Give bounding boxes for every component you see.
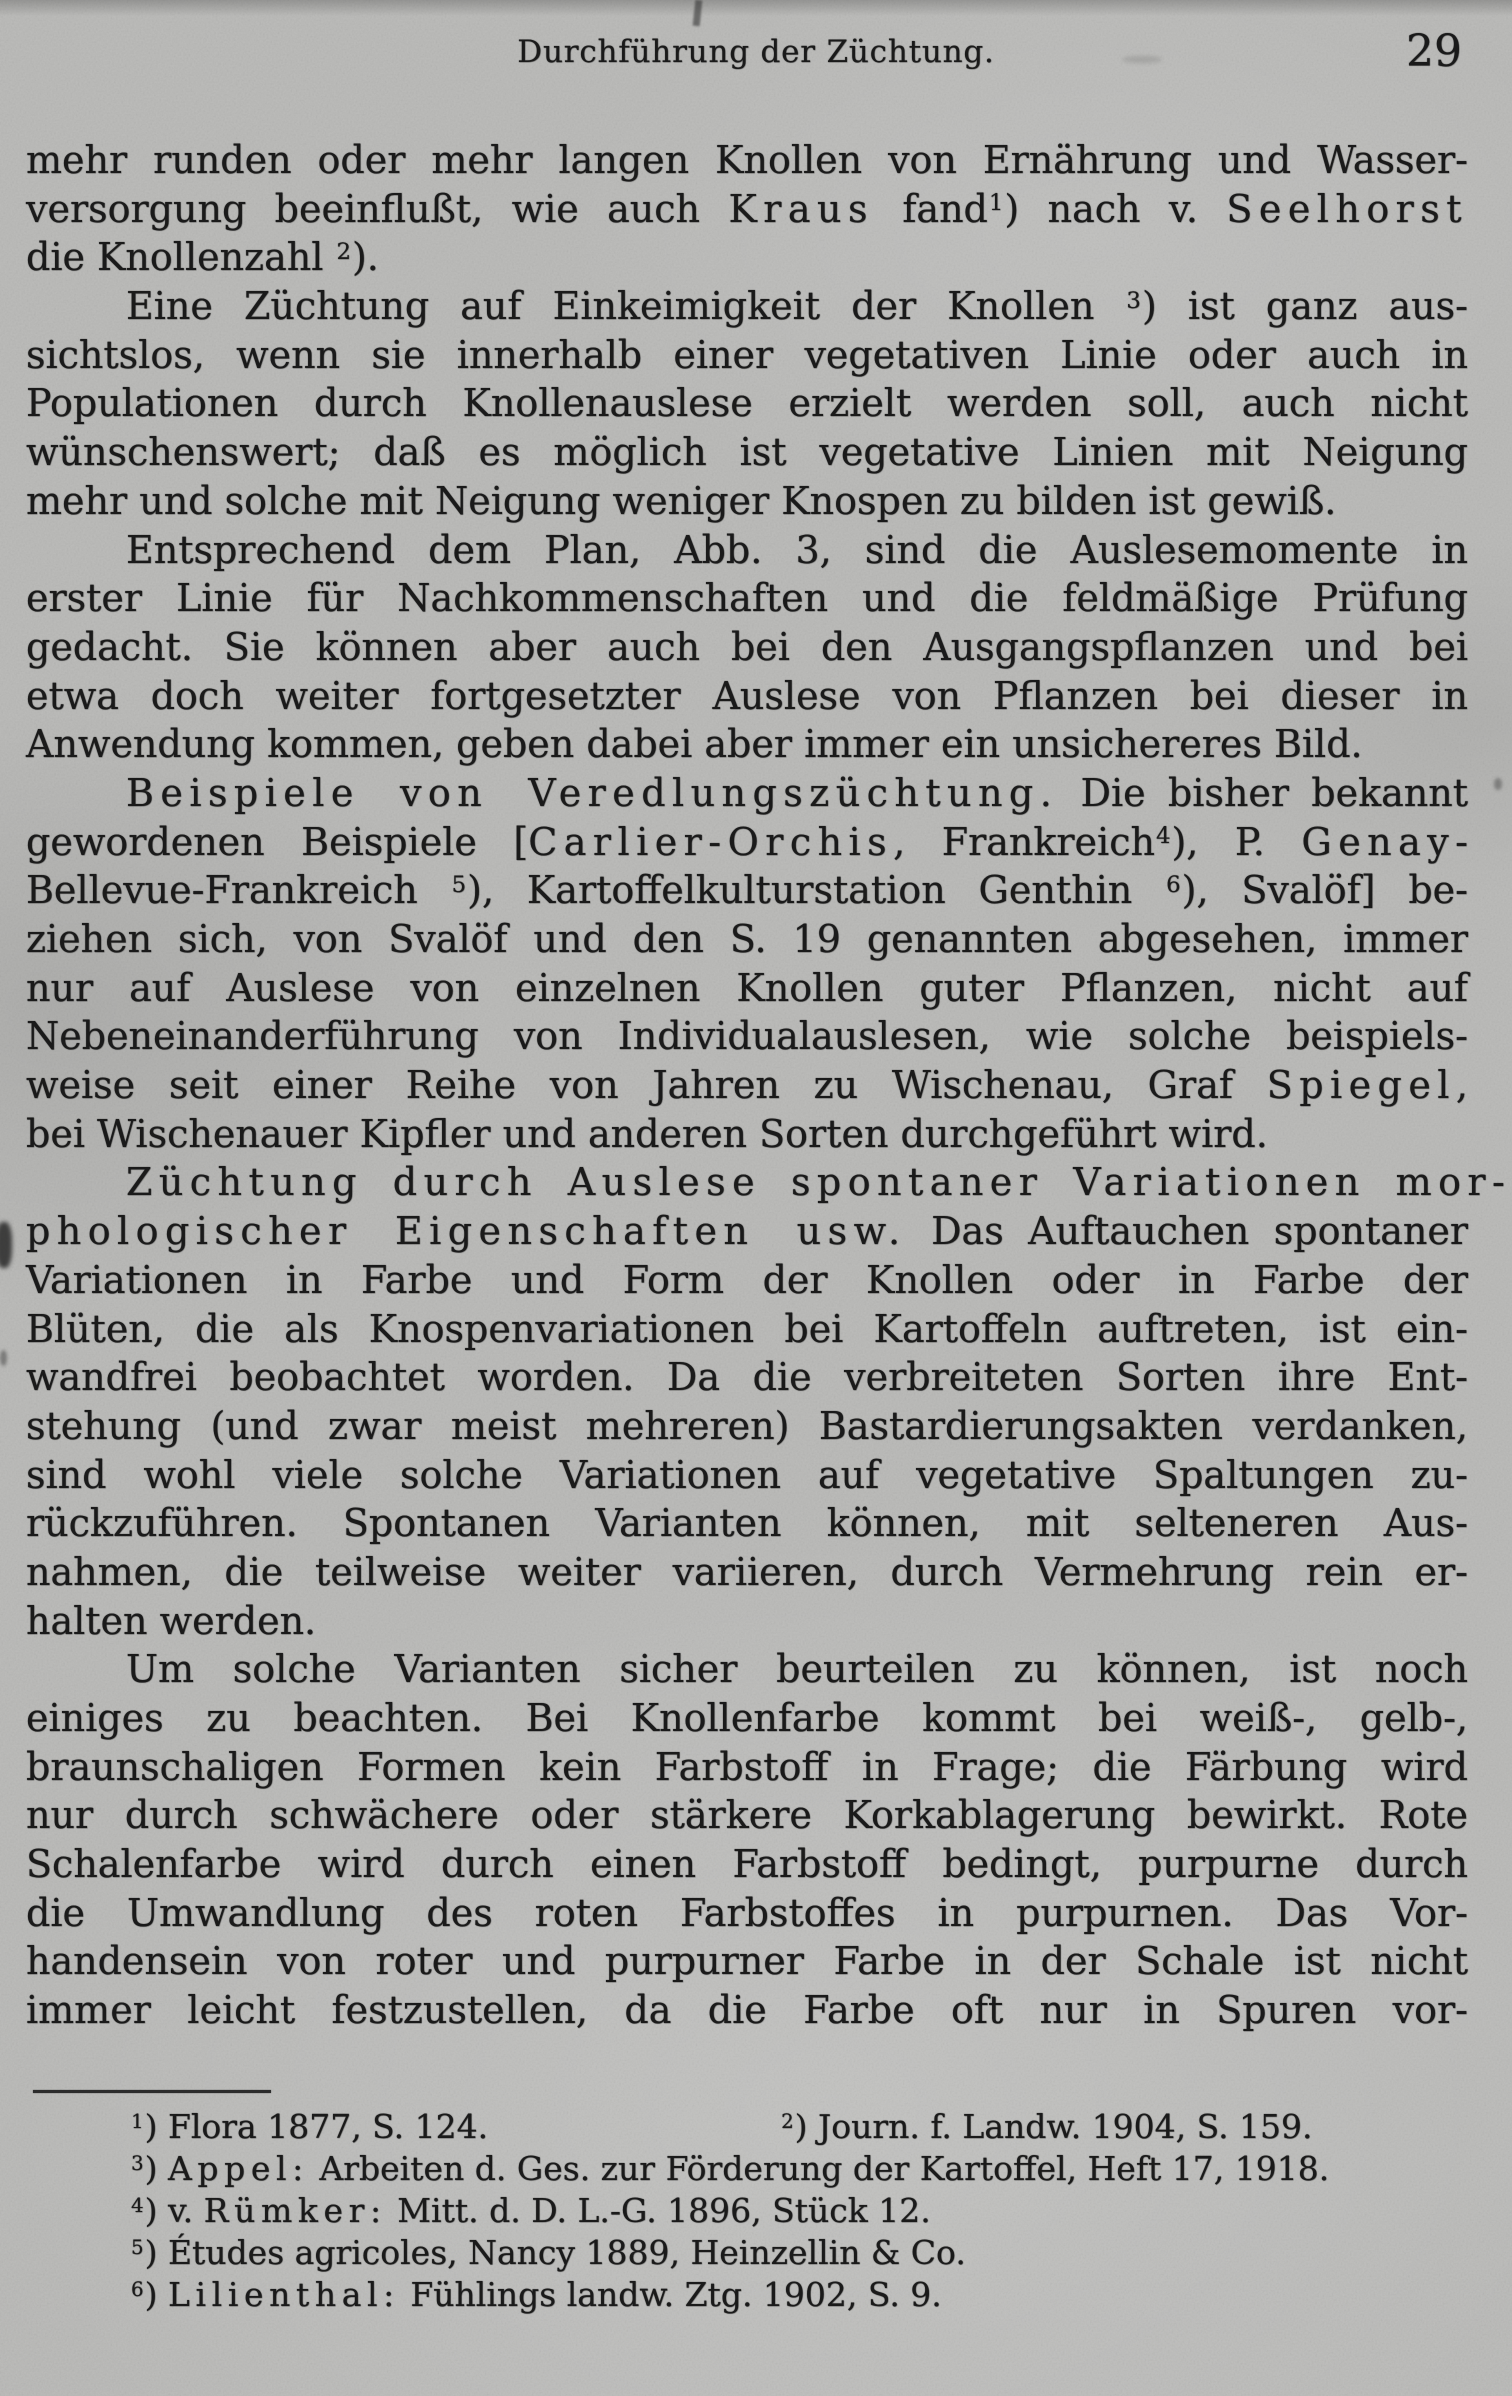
footnote-marker: 1 bbox=[988, 190, 1004, 217]
text-line: sind wohl viele solche Variationen auf vegetative Spaltungen zu- bbox=[26, 1452, 1468, 1497]
text-line: versorgung beeinflußt, wie auch Kraus fand$^1$) nach v. Seelhorst bbox=[26, 186, 1468, 231]
text-line: Anwendung kommen, geben dabei aber immer ein unsichereres Bild. bbox=[26, 722, 1363, 767]
body-text bbox=[26, 136, 1512, 2035]
text-line: Beispiele von Veredlungszüchtung. Die bisher bekannt bbox=[126, 770, 1468, 815]
footnote-line bbox=[26, 2232, 1468, 2274]
footnote-marker: 5 bbox=[451, 871, 467, 898]
footnote-marker: 3 bbox=[131, 2152, 144, 2176]
letterspaced-text: Spiegel bbox=[1266, 1063, 1456, 1108]
letterspaced-text: phologischer Eigenschaften usw. bbox=[26, 1209, 907, 1254]
text-line: nahmen, die teilweise weiter variieren, durch Vermehrung rein er- bbox=[26, 1549, 1468, 1594]
footnote-line bbox=[26, 2274, 1468, 2316]
footnote-marker: 6 bbox=[131, 2278, 144, 2302]
text-line: Entsprechend dem Plan, Abb. 3, sind die Auslesemomente in bbox=[126, 527, 1468, 572]
text-line: gedacht. Sie können aber auch bei den Ausgangspflanzen und bei bbox=[26, 624, 1468, 669]
footnote-text: $^3$) Appel: Arbeiten d. Ges. zur Förderung der Kartoffel, Heft 17, 1918. bbox=[131, 2149, 1330, 2188]
text-line: nur durch schwächere oder stärkere Korkablagerung bewirkt. Rote bbox=[26, 1793, 1468, 1838]
text-line: rückzuführen. Spontanen Varianten können, mit selteneren Aus- bbox=[26, 1501, 1468, 1546]
text-line: Schalenfarbe wird durch einen Farbstoff bedingt, purpurne durch bbox=[26, 1842, 1468, 1887]
text-line: nur auf Auslese von einzelnen Knollen guter Pflanzen, nicht auf bbox=[26, 965, 1468, 1010]
footnote-text: $^2$) Journ. f. Landw. 1904, S. 159. bbox=[781, 2107, 1313, 2146]
text-line: einiges zu beachten. Bei Knollenfarbe kommt bei weiß-, gelb-, bbox=[26, 1696, 1468, 1740]
scan-artifact bbox=[0, 1350, 7, 1366]
footnote-marker: 2 bbox=[336, 238, 351, 265]
footnote-marker: 4 bbox=[1155, 823, 1171, 850]
page-number: 29 bbox=[1406, 26, 1462, 77]
footnote-marker: 3 bbox=[1126, 287, 1141, 314]
text-line: wandfrei beobachtet worden. Da die verbreiteten Sorten ihre Ent- bbox=[26, 1355, 1468, 1400]
text-line: Um solche Varianten sicher beurteilen zu können, ist noch bbox=[126, 1647, 1468, 1692]
footnote-line bbox=[26, 2106, 1468, 2148]
scan-artifact bbox=[0, 1222, 12, 1268]
text-line: stehung (und zwar meist mehreren) Bastardierungsakten verdanken, bbox=[26, 1403, 1468, 1448]
footnote-marker: 4 bbox=[131, 2194, 144, 2218]
text-line: sichtslos, wenn sie innerhalb einer vegetativen Linie oder auch in bbox=[26, 332, 1468, 377]
text-line: Populationen durch Knollenauslese erzielt werden soll, auch nicht bbox=[26, 381, 1468, 426]
letterspaced-text: Seelhorst bbox=[1226, 186, 1468, 231]
footnote-marker: 6 bbox=[1166, 871, 1181, 898]
footnote-text: $^1$) Flora 1877, S. 124. bbox=[131, 2107, 489, 2146]
letterspaced-text: Carlier-Orchis bbox=[528, 819, 894, 864]
text-line: erster Linie für Nachkommenschaften und die feldmäßige Prüfung bbox=[26, 576, 1468, 621]
letterspaced-text: Rümker: bbox=[203, 2191, 387, 2230]
scan-artifact bbox=[693, 0, 703, 26]
text-line: ziehen sich, von Svalöf und den S. 19 genannten abgesehen, immer bbox=[26, 917, 1468, 961]
text-line: die Knollenzahl $^2$). bbox=[26, 235, 379, 280]
text-line: Nebeneinanderführung von Individualauslesen, wie solche beispiels- bbox=[26, 1014, 1468, 1059]
footnotes-block bbox=[26, 2106, 1468, 2316]
text-line: handensein von roter und purpurner Farbe in der Schale ist nicht bbox=[26, 1939, 1468, 1984]
footnote-line bbox=[26, 2190, 1468, 2232]
text-line: etwa doch weiter fortgesetzter Auslese von Pflanzen bei dieser in bbox=[26, 673, 1468, 718]
footnote-marker: 5 bbox=[131, 2236, 144, 2260]
text-line: mehr runden oder mehr langen Knollen von Ernährung und Wasser- bbox=[26, 138, 1468, 182]
text-line: wünschenswert; daß es möglich ist vegetative Linien mit Neigung bbox=[26, 430, 1468, 475]
text-line: die Umwandlung des roten Farbstoffes in purpurnen. Das Vor- bbox=[26, 1890, 1468, 1935]
footnote-text: $^6$) Lilienthal: Fühlings landw. Ztg. 1902, S. 9. bbox=[131, 2275, 942, 2314]
text-line bbox=[26, 1158, 1512, 1207]
letterspaced-text: Kraus bbox=[728, 186, 874, 231]
footnote-text: $^4$) v. Rümker: Mitt. d. D. L.-G. 1896, Stück 12. bbox=[131, 2191, 931, 2230]
text-line: Bellevue-Frankreich $^5$), Kartoffelkulturstation Genthin $^6$), Svalöf] be- bbox=[26, 868, 1469, 913]
letterspaced-text: Züchtung durch Auslese spontaner Variationen mor- bbox=[126, 1160, 1512, 1205]
footnote-separator bbox=[33, 2090, 271, 2093]
text-line: weise seit einer Reihe von Jahren zu Wischenau, Graf Spiegel, bbox=[26, 1063, 1468, 1108]
footnote-line bbox=[26, 2148, 1468, 2190]
letterspaced-text: Genay bbox=[1301, 819, 1456, 864]
footnote-marker: 1 bbox=[131, 2110, 144, 2134]
text-line: mehr und solche mit Neigung weniger Knospen zu bilden ist gewiß. bbox=[26, 478, 1337, 523]
text-line: immer leicht festzustellen, da die Farbe oft nur in Spuren vor- bbox=[26, 1988, 1468, 2033]
letterspaced-text: Appel: bbox=[167, 2149, 309, 2188]
footnote-marker: 2 bbox=[781, 2110, 794, 2134]
footnote-text: $^5$) Études agricoles, Nancy 1889, Heinzellin & Co. bbox=[131, 2233, 966, 2272]
scan-artifact bbox=[1494, 778, 1502, 790]
text-line: Eine Züchtung auf Einkeimigkeit der Knollen $^3$) ist ganz aus- bbox=[126, 284, 1468, 329]
text-line: Variationen in Farbe und Form der Knollen oder in Farbe der bbox=[26, 1257, 1468, 1302]
text-line: Blüten, die als Knospenvariationen bei Kartoffeln auftreten, ist ein- bbox=[26, 1306, 1468, 1351]
running-header: Durchführung der Züchtung. bbox=[517, 34, 995, 70]
text-line: bei Wischenauer Kipfler und anderen Sorten durchgeführt wird. bbox=[26, 1111, 1268, 1156]
letterspaced-text: Lilienthal: bbox=[167, 2275, 400, 2314]
text-line: halten werden. bbox=[26, 1598, 317, 1643]
text-line: braunschaligen Formen kein Farbstoff in Frage; die Färbung wird bbox=[26, 1744, 1468, 1789]
text-line: gewordenen Beispiele [Carlier-Orchis, Frankreich$^4$), P. Genay- bbox=[26, 819, 1469, 864]
letterspaced-text: Beispiele von Veredlungszüchtung. bbox=[126, 770, 1059, 815]
text-line: phologischer Eigenschaften usw. Das Auftauchen spontaner bbox=[26, 1209, 1468, 1254]
